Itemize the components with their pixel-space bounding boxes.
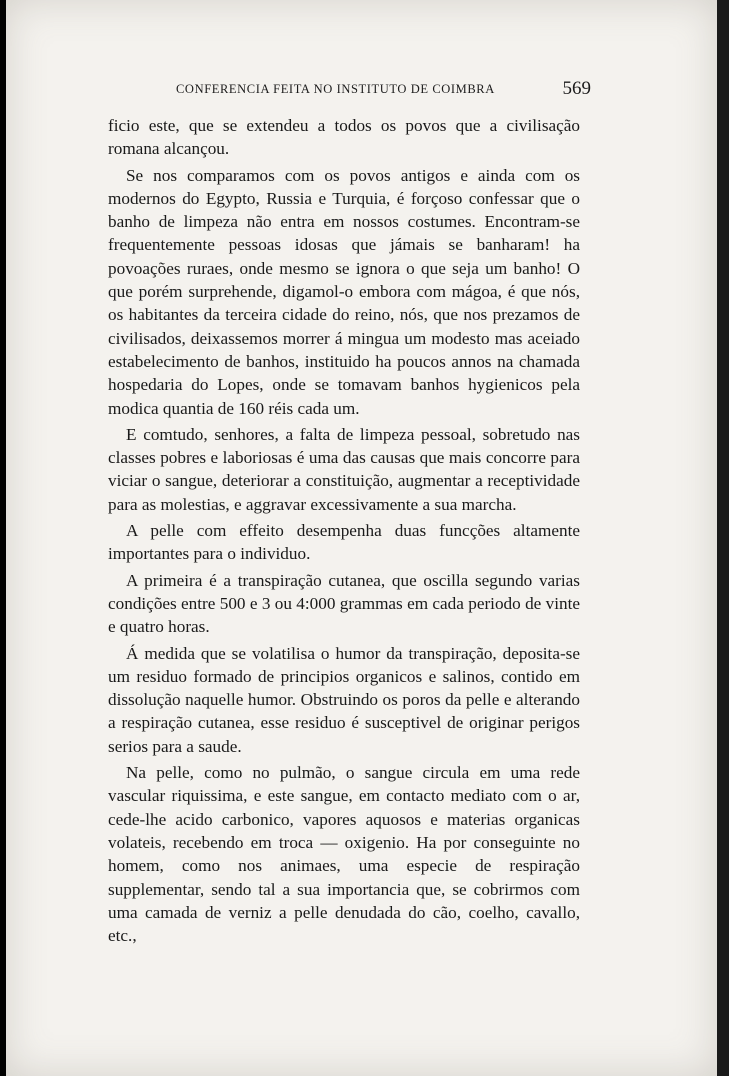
book-page xyxy=(6,0,717,1076)
paragraph-personal-hygiene: E comtudo, senhores, a falta de limpeza pessoal, sobretudo nas classes pobres e laboriosas é uma das causas que mais concorre para viciar o sangue, deteriorar a constituição, augmentar a receptividade para as molestias, e aggravar excessivamente a sua marcha. xyxy=(108,424,580,514)
paragraph-continuation: ficio este, que se extendeu a todos os povos que a civilisação romana alcançou. xyxy=(108,116,580,159)
paragraph-transpiration: A primeira é a transpiração cutanea, que oscilla segundo varias condições entre 500 e 3 ou 4:000 grammas em cada periodo de vinte e quatro horas. xyxy=(108,570,580,637)
paragraph-residue: Á medida que se volatilisa o humor da transpiração, deposita-se um residuo formado de principios organicos e salinos, contido em dissolução naquelle humor. Obstruindo os poros da pelle e alterando a respiração cutanea, esse residuo é susceptivel de originar perigos serios para a saude. xyxy=(108,643,580,756)
running-title: CONFERENCIA FEITA NO INSTITUTO DE COIMBRA xyxy=(176,82,495,96)
paragraph-skin-functions: A pelle com effeito desempenha duas funcções altamente importantes para o individuo. xyxy=(108,521,580,564)
body-text xyxy=(108,114,580,950)
paragraph-bathing-customs: Se nos comparamos com os povos antigos e ainda com os modernos do Egypto, Russia e Turquia, é forçoso confessar que o banho de limpeza não entra em nossos costumes. Encontram-se frequentemente pessoas idosas que jámais se banharam! ha povoações ruraes, onde mesmo se ignora o que seja um banho! O que porém surprehende, digamol-o embora com mágoa, é que nós, os habitantes da terceira cidade do reino, nós, que nos prezamos de civilisados, deixassemos morrer á mingua um modesto mas aceiado estabelecimento de banhos, instituido ha poucos annos na chamada hospedaria do Lopes, onde se tomavam banhos hygienicos pela modica quantia de 160 réis cada um. xyxy=(108,165,580,418)
scan-edge xyxy=(717,0,729,1076)
page-number: 569 xyxy=(562,78,591,99)
page-header xyxy=(176,78,591,102)
paragraph-skin-respiration: Na pelle, como no pulmão, o sangue circula em uma rede vascular riquissima, e este sangue, em contacto mediato com o ar, cede-lhe acido carbonico, vapores aquosos e materias organicas volateis, recebendo em troca — oxigenio. Ha por conseguinte no homem, como nos animaes, uma especie de respiração supplementar, sendo tal a sua importancia que, se cobrirmos com uma camada de verniz a pelle denudada do cão, coelho, cavallo, etc., xyxy=(108,763,580,946)
